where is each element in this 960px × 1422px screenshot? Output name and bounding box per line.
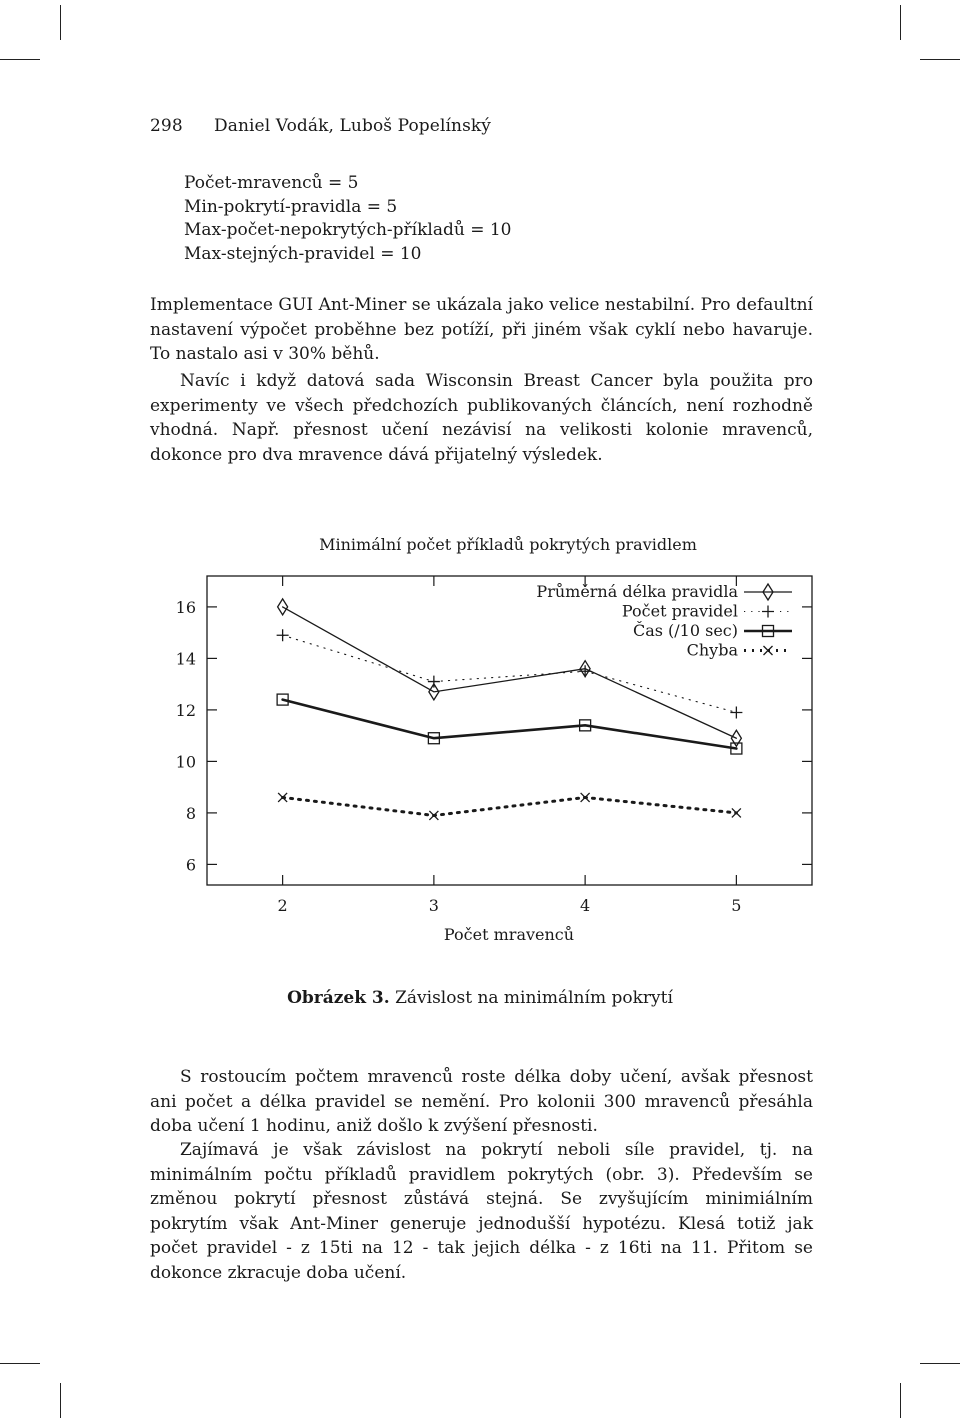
legend: [536, 582, 792, 660]
legend-label: Čas (/10 sec): [632, 621, 738, 640]
y-tick-label: 14: [175, 649, 196, 669]
param-line: Počet-mravenců = 5: [184, 173, 359, 193]
y-tick-label: 8: [185, 803, 196, 823]
data-point: [428, 676, 440, 688]
crop-mark: [900, 1383, 901, 1418]
y-tick-label: 6: [185, 855, 196, 875]
paragraph-3: S rostoucím počtem mravenců roste délka doby učení, avšak přesnost ani počet a délka pravidel se nemění. Pro kolonii 300 mravenců přesáhla doba učení 1 hodinu, aniž došlo k zvýšení přesnosti.: [150, 1067, 813, 1136]
running-header: [150, 116, 491, 136]
legend-marker: [762, 606, 774, 618]
series-line: [283, 635, 737, 712]
authors: Daniel Vodák, Luboš Popelínský: [214, 116, 491, 136]
data-point: [277, 629, 289, 641]
param-line: Max-stejných-pravidel = 10: [184, 243, 422, 264]
legend-label: Chyba: [686, 640, 738, 660]
series-line: [283, 797, 737, 815]
legend-label: Průměrná délka pravidla: [536, 582, 738, 601]
crop-mark: [60, 1383, 61, 1418]
crop-mark: [0, 1363, 40, 1364]
caption-label: Obrázek 3.: [287, 988, 390, 1008]
param-line: Min-pokrytí-pravidla = 5: [184, 196, 398, 217]
y-tick-label: 16: [175, 597, 196, 617]
paragraph-2: Navíc i když datová sada Wisconsin Breast Cancer byla použita pro experimenty ve všech předchozích publikovaných článcích, není rozhodně vhodná. Např. přesnost učení nezávisí na velikosti kolonie mravenců, dokonce pro dva mravence dává přijatelný výsledek.: [150, 371, 813, 465]
crop-mark: [920, 1363, 960, 1364]
x-tick-label: 3: [428, 896, 439, 915]
data-point: [730, 706, 742, 718]
data-point: [732, 808, 741, 817]
crop-mark: [60, 5, 61, 40]
crop-mark: [0, 59, 40, 60]
y-tick-label: 12: [175, 700, 196, 720]
x-axis-label: Počet mravenců: [443, 925, 575, 944]
caption-text: Závislost na minimálním pokrytí: [395, 988, 673, 1008]
legend-marker: [764, 646, 773, 655]
x-tick-label: 5: [731, 896, 742, 915]
figure-chart: [0, 520, 960, 960]
figure-caption: [0, 988, 960, 1008]
x-tick-label: 4: [580, 896, 591, 915]
paragraph-1: Implementace GUI Ant-Miner se ukázala jako velice nestabilní. Pro defaultní nastavení výpočet proběhne bez potíží, při jiném však cyklí nebo havaruje. To nastalo asi v 30% běhů.: [150, 295, 813, 364]
paragraph-4: Zajímavá je však závislost na pokrytí neboli síle pravidel, tj. na minimálním počtu příkladů pravidlem pokrytých (obr. 3). Především se změnou pokrytí přesnost zůstává stejná. Se zvyšujícím minimiálním pokrytím však Ant-Miner generuje jednodušší hypotézu. Klesá totiž jak počet pravidel - z 15ti na 12 - tak jejich délka - z 16ti na 11. Přitom se dokonce zkracuje doba učení.: [150, 1140, 813, 1283]
page-number: 298: [150, 116, 183, 136]
x-tick-label: 2: [277, 896, 288, 915]
chart-title: Minimální počet příkladů pokrytých pravidlem: [319, 535, 697, 554]
crop-mark: [900, 5, 901, 40]
y-tick-label: 10: [175, 752, 196, 772]
param-line: Max-počet-nepokrytých-příkladů = 10: [184, 220, 512, 240]
parameter-list: [184, 172, 512, 266]
crop-mark: [920, 59, 960, 60]
legend-label: Počet pravidel: [621, 601, 738, 621]
data-point: [581, 793, 590, 802]
